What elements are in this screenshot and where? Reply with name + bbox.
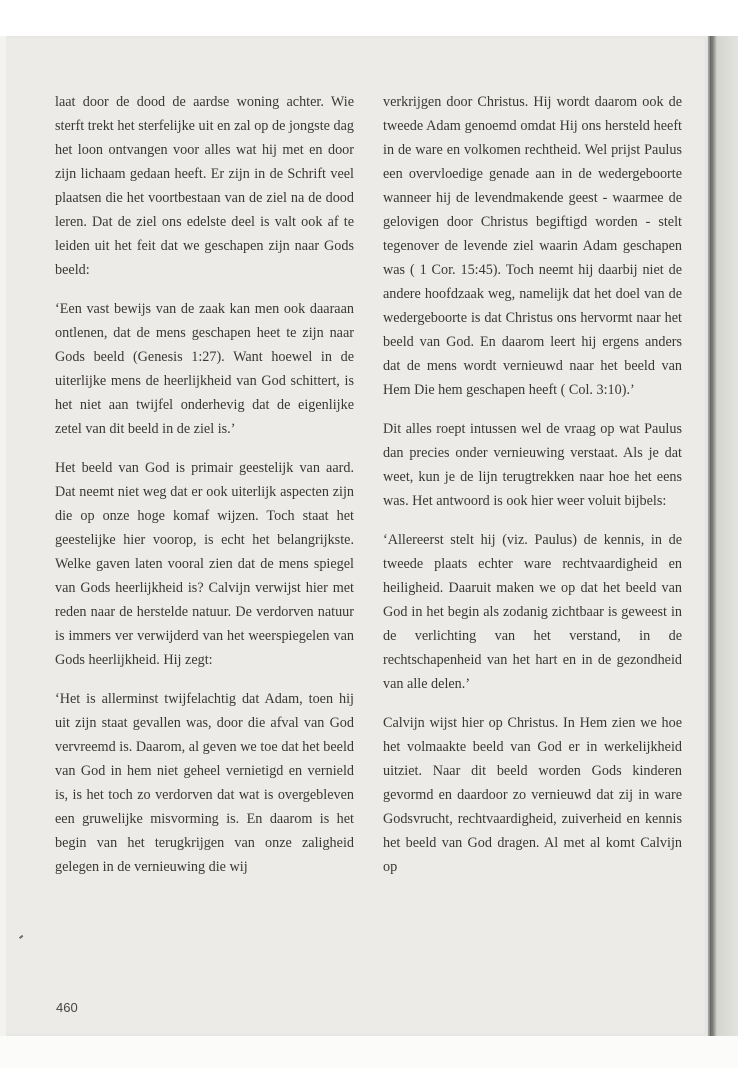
book-gutter: [708, 36, 738, 1036]
left-text-column: [55, 90, 354, 879]
right-text-column: [383, 90, 682, 879]
right-quote-paragraph: ‘Allereerst stelt hij (viz. Paulus) de kennis, in de tweede plaats echter ware rechtvaardigheid en heiligheid. Daaruit maken we op dat het beeld van God in het begin als zodanig zichtbaar is geweest in de verlichting van het verstand, in de rechtschapenheid van het hart en in de gezondheid van alle delen.’: [383, 532, 682, 692]
right-paragraph: Calvijn wijst hier op Christus. In Hem zien we hoe het volmaakte beeld van God er in werkelijkheid uitziet. Naar dit beeld worden Gods kinderen gevormd en daardoor zo vernieuwd dat zij in ware Godsvrucht, rechtvaardigheid, zuiverheid en kennis het beeld van God dragen. Al met al komt Calvijn op: [383, 715, 682, 875]
scan-background-bottom: [0, 1036, 738, 1068]
gutter-edge-line: [710, 36, 711, 1036]
left-quote-paragraph: ‘Het is allerminst twijfelachtig dat Adam, toen hij uit zijn staat gevallen was, door die afval van God vervreemd is. Daarom, al geven we toe dat het beeld van God in hem niet geheel vernietigd en vernield is, is het toch zo verdorven dat wat is overgebleven een gruwelijke misvorming is. En daarom is het begin van het terugkrijgen van onze zaligheid gelegen in de vernieuwing die wij: [55, 691, 354, 875]
right-quote-paragraph: verkrijgen door Christus. Hij wordt daarom ook de tweede Adam genoemd omdat Hij ons hersteld heeft in de ware en volkomen rechtheid. Wel prijst Paulus een overvloedige genade aan in de wedergeboorte wanneer hij de levendmakende geest - waarmee de gelovigen door Christus begiftigd worden - stelt tegenover de levende ziel waarin Adam geschapen was ( 1 Cor. 15:45). Toch neemt hij daarbij niet de andere hoofdzaak weg, namelijk dat het doel van de wedergeboorte is dat Christus ons hervormt naar het beeld van God. En daarom leert hij ergens anders dat de mens wordt vernieuwd naar het beeld van Hem Die hem geschapen heeft ( Col. 3:10).’: [383, 94, 682, 398]
left-paragraph: Het beeld van God is primair geestelijk van aard. Dat neemt niet weg dat er ook uiterlijk aspecten zijn die op onze hoge komaf wijzen. Toch staat het geestelijke hier voorop, is echt het belangrijkste. Welke gaven laten vooral zien dat de mens spiegel van Gods heerlijkheid is? Calvijn verwijst hier met reden naar de herstelde natuur. De verdorven natuur is immers ver verwijderd van het weerspiegelen van Gods heerlijkheid. Hij zegt:: [55, 460, 354, 668]
left-quote-paragraph: ‘Een vast bewijs van de zaak kan men ook daaraan ontlenen, dat de mens geschapen heet te zijn naar Gods beeld (Genesis 1:27). Want hoewel in de uiterlijke mens de heerlijkheid van God schittert, is het niet aan twijfel onderhevig dat de eigenlijke zetel van dit beeld in de ziel is.’: [55, 301, 354, 437]
left-paragraph: laat door de dood de aardse woning achter. Wie sterft trekt het sterfelijke uit en zal op de jongste dag het loon ontvangen voor alles wat hij met en door zijn lichaam gedaan heeft. Er zijn in de Schrift veel plaatsen die het voortbestaan van de ziel na de dood leren. Dat de ziel ons edelste deel is valt ook af te leiden uit het feit dat we geschapen zijn naar Gods beeld:: [55, 94, 354, 278]
right-paragraph: Dit alles roept intussen wel de vraag op wat Paulus dan precies onder vernieuwing verstaat. Als je dat weet, kun je de lijn terugtrekken naar hoe het eens was. Het antwoord is ook hier weer voluit bijbels:: [383, 421, 682, 509]
scan-background-top: [0, 0, 738, 36]
page-number: 460: [56, 1000, 78, 1015]
